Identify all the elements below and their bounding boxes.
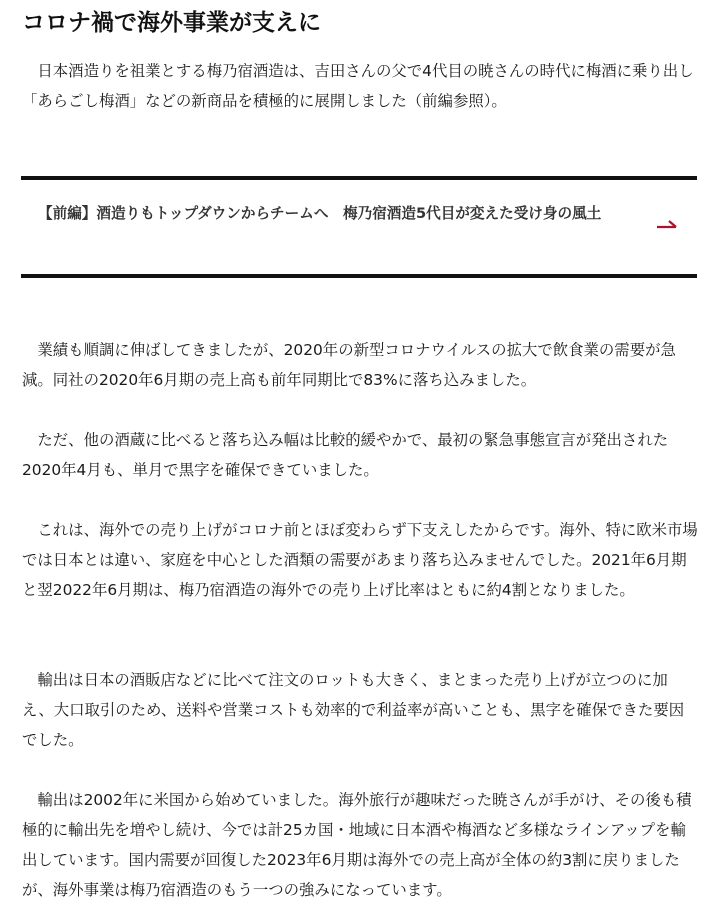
body-paragraph: これは、海外での売り上げがコロナ前とほぼ変わらず下支えしたからです。海外、特に欧米市場では日本とは違い、家庭を中心とした酒類の需要があまり落ち込みませんでした。2021年6月期と翌2022年6月期は、梅乃宿酒造の海外での売り上げ比率はともに約4割となりました。 [22,521,698,599]
body-paragraph: ただ、他の酒蔵に比べると落ち込み幅は比較的緩やかで、最初の緊急事態宣言が発出された2020年4月も、単月で黒字を確保できていました。 [22,431,669,479]
body-paragraph: 輸出は日本の酒販店などに比べて注文のロットも大きく、まとまった売り上げが立つのに加え、大口取引のため、送料や営業コストも効率的で利益率が高いことも、黒字を確保できた要因でした。 [22,671,685,749]
intro-paragraph: 日本酒造りを祖業とする梅乃宿酒造は、吉田さんの父で4代目の暁さんの時代に梅酒に乗り出し「あらごし梅酒」などの新商品を積極的に展開しました（前編参照）。 [22,62,694,110]
body-paragraph: 業績も順調に伸ばしてきましたが、2020年の新型コロナウイルスの拡大で飲食業の需要が急減。同社の2020年6月期の売上高も前年同期比で83%に落ち込みました。 [22,341,676,389]
related-article-title[interactable]: 【前編】酒造りもトップダウンからチームへ 梅乃宿酒造5代目が変えた受け身の風土 [38,205,602,222]
body-paragraph: 輸出は2002年に米国から始めていました。海外旅行が趣味だった暁さんが手がけ、その後も積極的に輸出先を増やし続け、今では計25カ国・地域に日本酒や梅酒など多様なラインアップを輸出しています。国内需要が回復した2023年6月期は海外での売上高が全体の約3割に戻りましたが、海外事業は梅乃宿酒造のもう一つの強みになっています。 [22,791,692,899]
related-article-link[interactable] [21,176,697,278]
arrow-right-icon[interactable] [655,218,679,232]
section-heading: コロナ禍で海外事業が支えに [22,10,321,36]
